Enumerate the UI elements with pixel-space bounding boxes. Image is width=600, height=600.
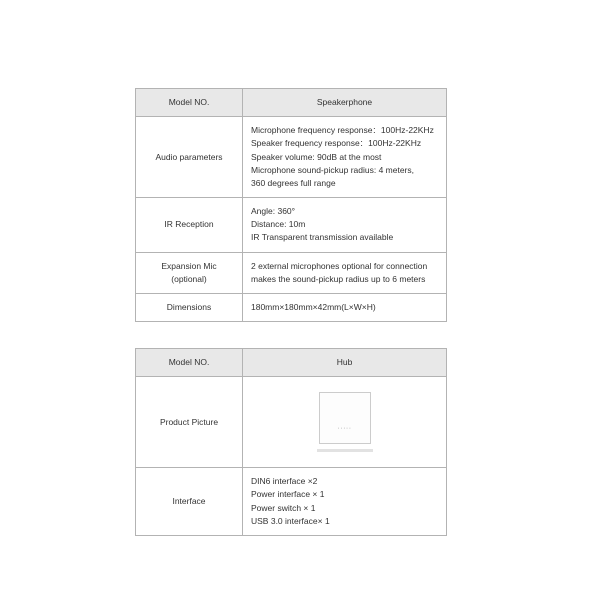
row-label-interface: Interface xyxy=(136,468,243,536)
table-row xyxy=(136,293,447,321)
row-value-interface xyxy=(243,468,447,536)
table-row xyxy=(136,377,447,468)
text-line: makes the sound-pickup radius up to 6 meters xyxy=(251,273,426,284)
text-line: 180mm×180mm×42mm(L×W×H) xyxy=(251,301,376,312)
text-line: Power interface × 1 xyxy=(251,489,325,500)
text-line: Distance: 10m xyxy=(251,219,306,230)
row-label-expansion-mic xyxy=(136,252,243,293)
table-row xyxy=(136,117,447,198)
text-line: Power switch × 1 xyxy=(251,502,316,513)
device-shadow xyxy=(317,449,373,452)
header-model-value: Speakerphone xyxy=(243,89,447,117)
device-ports-dots: ····· xyxy=(337,425,352,433)
table-header-row xyxy=(136,89,447,117)
hub-device-image xyxy=(319,392,371,444)
row-value-audio-parameters xyxy=(243,117,447,198)
speakerphone-spec-table xyxy=(135,88,447,322)
row-label-audio-parameters: Audio parameters xyxy=(136,117,243,198)
header-model-no: Model NO. xyxy=(136,349,243,377)
text-line: Microphone sound-pickup radius: 4 meters, xyxy=(251,164,414,175)
row-label-product-picture: Product Picture xyxy=(136,377,243,468)
text-line: Angle: 360° xyxy=(251,206,296,217)
header-model-value: Hub xyxy=(243,349,447,377)
row-value-product-picture xyxy=(243,377,447,468)
text-line: USB 3.0 interface× 1 xyxy=(251,515,330,526)
text-line: Expansion Mic xyxy=(161,260,217,271)
text-line: (optional) xyxy=(171,273,207,284)
header-model-no: Model NO. xyxy=(136,89,243,117)
text-line: IR Transparent transmission available xyxy=(251,232,394,243)
text-line: Microphone frequency response：100Hz-22KHz xyxy=(251,125,434,136)
table-row xyxy=(136,468,447,536)
row-value-dimensions xyxy=(243,293,447,321)
table-header-row xyxy=(136,349,447,377)
row-label-ir-reception: IR Reception xyxy=(136,198,243,253)
table-row xyxy=(136,198,447,253)
text-line: Speaker frequency response：100Hz-22KHz xyxy=(251,138,422,149)
row-value-expansion-mic xyxy=(243,252,447,293)
text-line: 360 degrees full range xyxy=(251,177,336,188)
text-line: DIN6 interface ×2 xyxy=(251,476,318,487)
row-value-ir-reception xyxy=(243,198,447,253)
text-line: Speaker volume: 90dB at the most xyxy=(251,151,382,162)
table-row xyxy=(136,252,447,293)
row-label-dimensions: Dimensions xyxy=(136,293,243,321)
text-line: 2 external microphones optional for connection xyxy=(251,260,428,271)
hub-spec-table xyxy=(135,348,447,536)
